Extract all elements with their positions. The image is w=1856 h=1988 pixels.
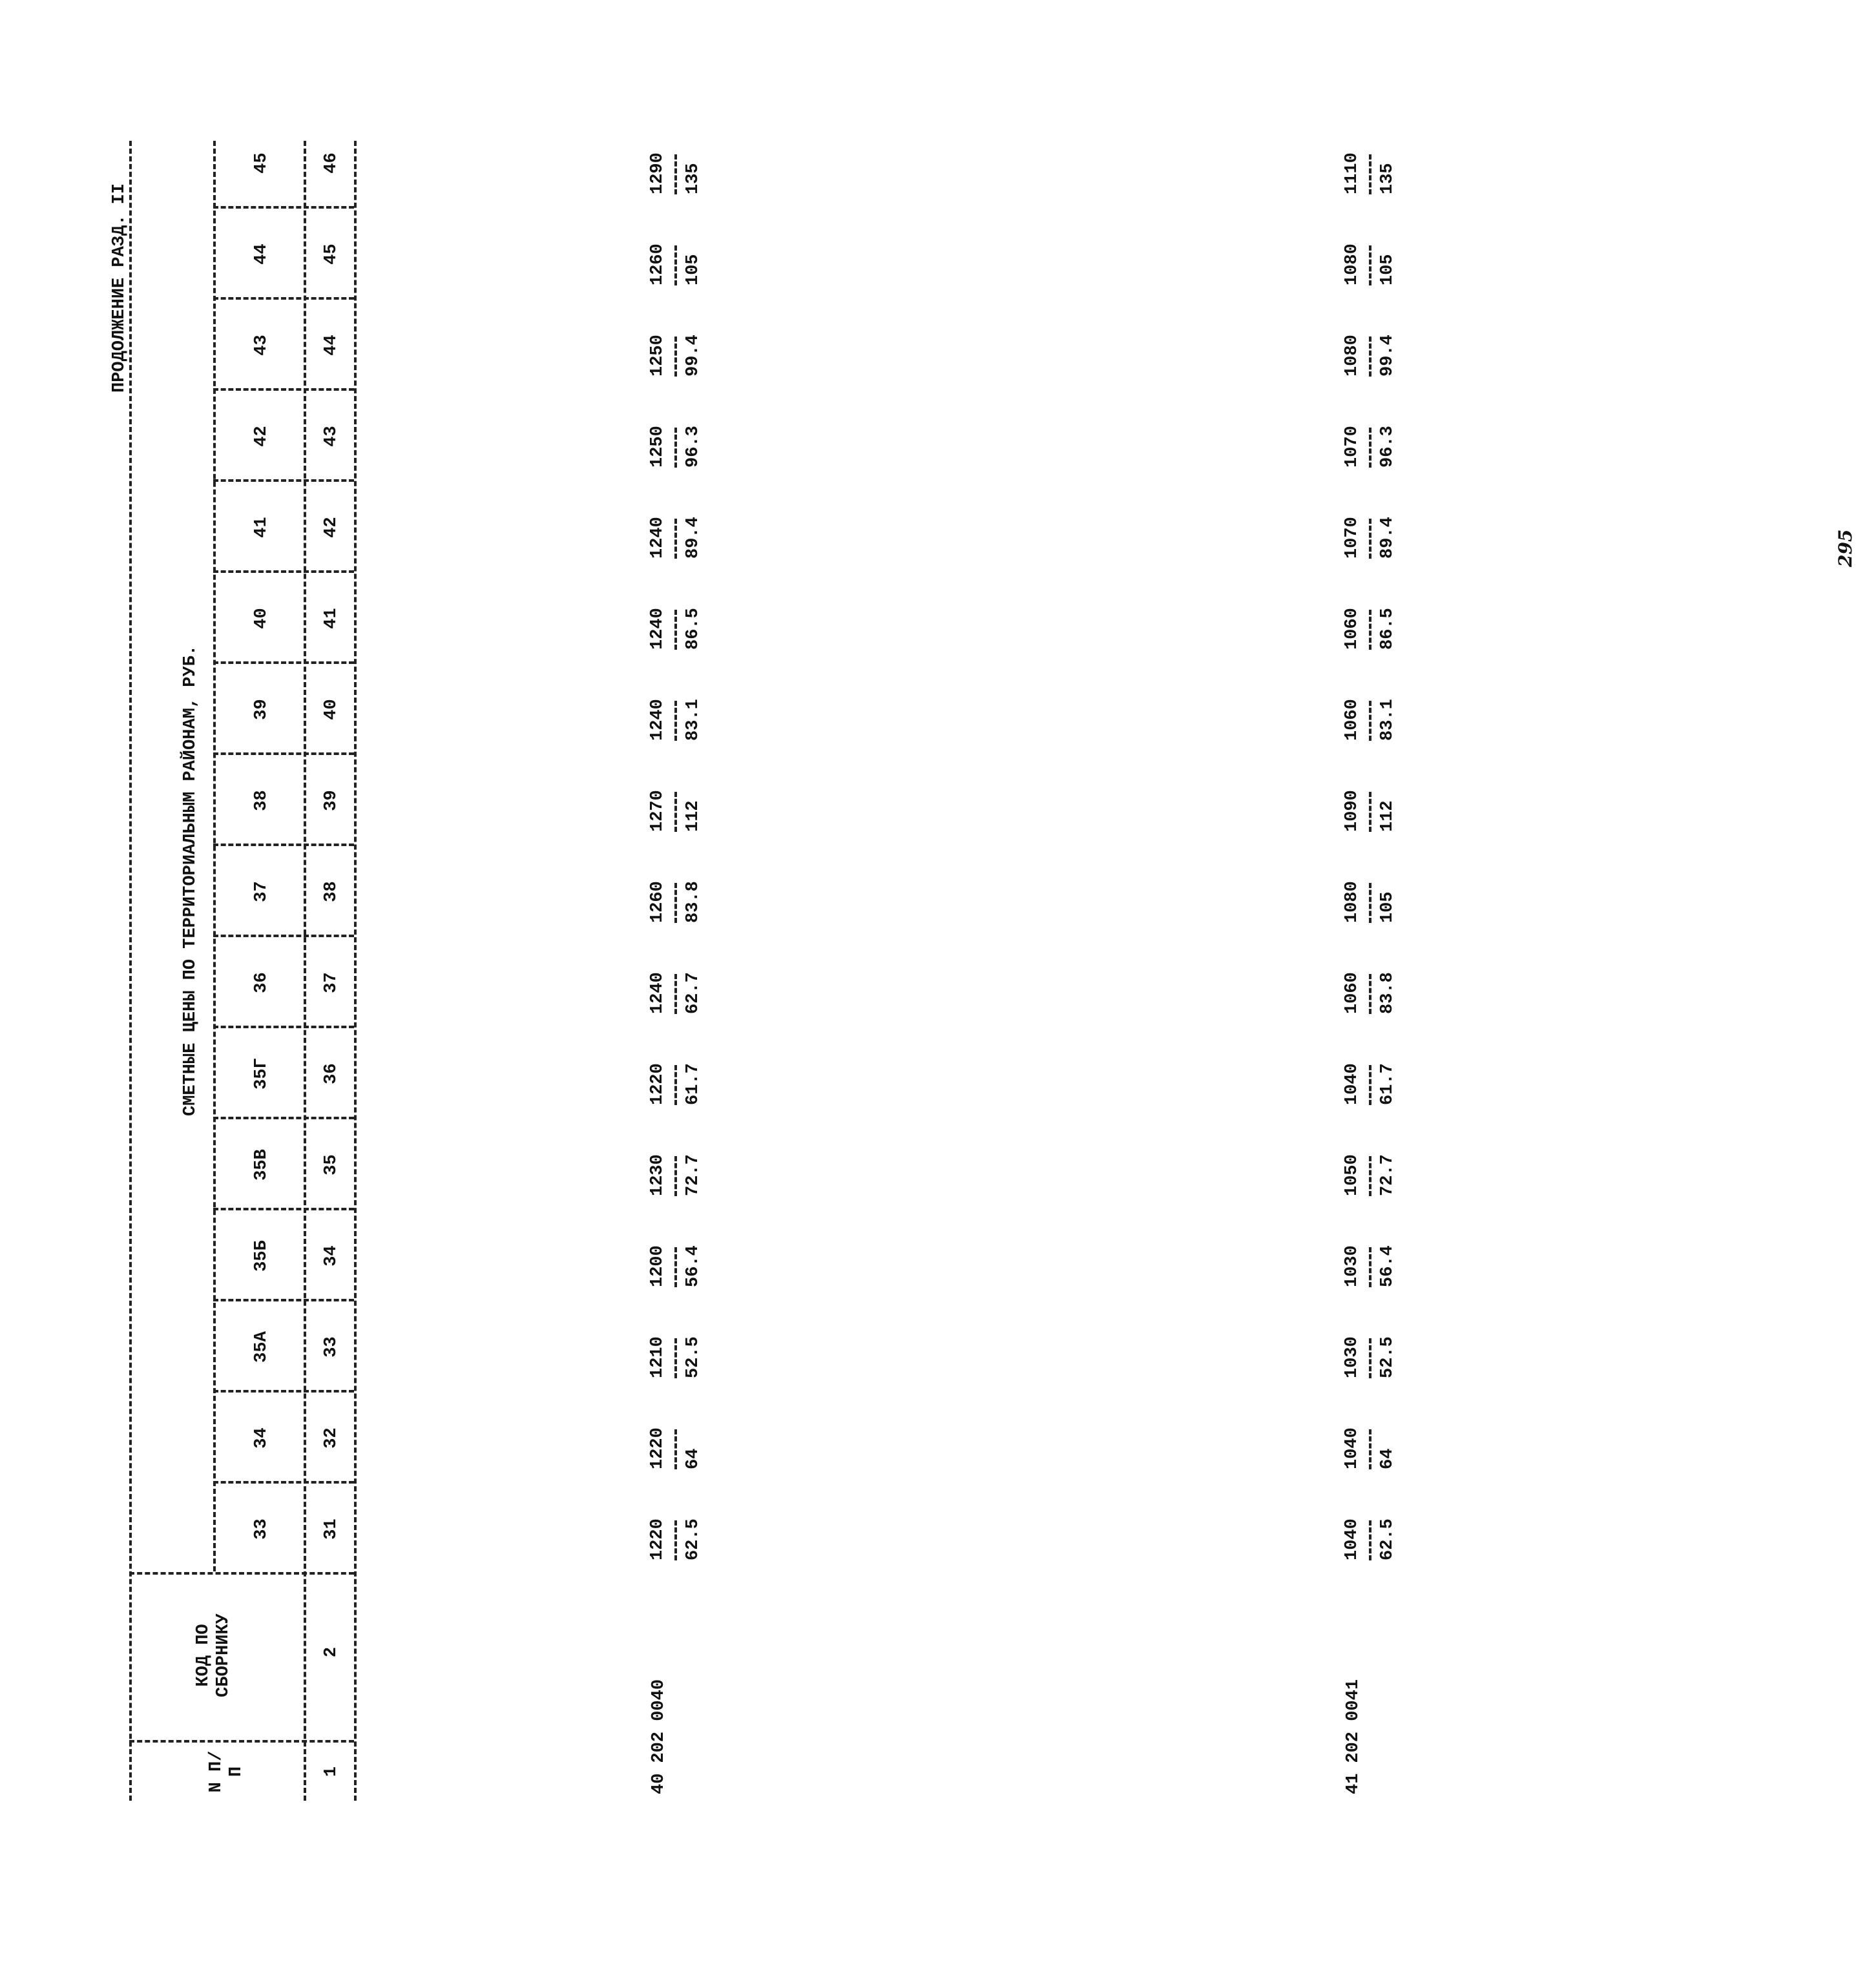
price-fraction [1344, 579, 1397, 650]
region-header-cell: 34 [252, 1427, 271, 1449]
rule-region-7 [213, 935, 354, 937]
fraction-bar [674, 792, 677, 832]
fraction-bar [1369, 701, 1371, 741]
price-top: 1070 [1342, 517, 1362, 559]
group-title: СМЕТНЫЕ ЦЕНЫ ПО ТЕРРИТОРИАЛЬНЫМ РАЙОНАМ, РУБ. [181, 645, 200, 1116]
price-fraction [649, 1489, 702, 1560]
column-number-cell: 36 [322, 1063, 341, 1084]
price-bottom: 135 [683, 163, 703, 194]
fraction-bar [674, 883, 677, 923]
fraction-bar [674, 701, 677, 741]
region-header-cell: 40 [252, 608, 271, 629]
column-number-cell: 2 [322, 1646, 341, 1658]
price-top: 1030 [1342, 1336, 1362, 1378]
column-number-cell: 35 [322, 1154, 341, 1175]
price-fraction [649, 1216, 702, 1287]
price-top: 1260 [648, 881, 667, 923]
colnum-bottom-rule [354, 141, 357, 1801]
price-bottom: 105 [1378, 254, 1397, 285]
price-top: 1220 [648, 1427, 667, 1469]
price-fraction [1344, 305, 1397, 377]
fraction-bar [674, 428, 677, 468]
rule-region-4 [213, 1208, 354, 1210]
rule-region-15 [213, 206, 354, 209]
table-top-rule [129, 141, 132, 1801]
rule-region-8 [213, 844, 354, 846]
rule-region-11 [213, 570, 354, 573]
price-top: 1260 [648, 243, 667, 285]
price-bottom: 64 [1378, 1448, 1397, 1469]
price-top: 1080 [1342, 243, 1362, 285]
price-fraction [649, 579, 702, 650]
fraction-bar [1369, 337, 1371, 377]
price-fraction [649, 214, 702, 285]
price-bottom: 52.5 [683, 1336, 703, 1378]
price-fraction [1344, 943, 1397, 1014]
column-number-cell: 39 [322, 790, 341, 811]
price-fraction [1344, 1125, 1397, 1196]
price-top: 1220 [648, 1063, 667, 1105]
price-bottom: 89.4 [1378, 517, 1397, 559]
region-header-cell: 35В [252, 1149, 271, 1181]
fraction-bar [1369, 974, 1371, 1014]
price-fraction [1344, 852, 1397, 923]
price-bottom: 112 [1378, 800, 1397, 832]
region-header-cell: 43 [252, 335, 271, 356]
fraction-bar [1369, 1520, 1371, 1560]
price-top: 1070 [1342, 426, 1362, 468]
rule-region-1 [213, 1481, 354, 1484]
column-number-cell: 43 [322, 426, 341, 447]
fraction-bar [674, 1429, 677, 1469]
rule-region-12 [213, 479, 354, 482]
fraction-bar [1369, 1429, 1371, 1469]
fraction-bar [1369, 154, 1371, 194]
column-number-cell: 42 [322, 517, 341, 538]
column-number-cell: 34 [322, 1245, 341, 1267]
column-number-cell: 37 [322, 972, 341, 993]
price-top: 1240 [648, 517, 667, 559]
fraction-bar [674, 337, 677, 377]
rule-region-2 [213, 1390, 354, 1393]
column-number-cell: 33 [322, 1336, 341, 1358]
column-number-cell: 1 [322, 1766, 341, 1777]
header-code: КОД ПО СБОРНИКУ [194, 1613, 234, 1697]
column-number-cell: 45 [322, 243, 341, 265]
fraction-bar [674, 1338, 677, 1378]
region-header-cell: 37 [252, 881, 271, 902]
price-fraction [1344, 1398, 1397, 1469]
fraction-bar [1369, 428, 1371, 468]
rule-region-6 [213, 1026, 354, 1028]
price-top: 1030 [1342, 1245, 1362, 1287]
rule-region-5 [213, 1117, 354, 1119]
fraction-bar [1369, 1156, 1371, 1196]
column-number-cell: 46 [322, 152, 341, 174]
price-bottom: 83.1 [683, 699, 703, 741]
rotated-price-sheet: ПРОДОЛЖЕНИЕ РАЗД. II N П/П КОД ПО СБОРНИКУ СМЕТНЫЕ ЦЕНЫ ПО ТЕРРИТОРИАЛЬНЫМ РАЙОНАМ, РУБ. 33 34 35А 35Б 35В 35Г 36 37 38 39 40 41 42 43 44 45 1 2 31 32 33 34 35 36 37 38 39 40 41 42 43 44 45 46 40202 0040 1220 62.5 1220 64 1210 52.5 1200 56.4 1230 72.7 1220 61.7 1240 62.7 1260 83.8 1270 112 1240 83.1 1240 86.5 1240 89.4 1250 96.3 1250 99.4 1260 105 1290 135 41202 0041 1040 62.5 1040 64 1030 52.5 1030 56.4 1050 72.7 1040 61.7 1060 83.8 1080 105 1090 112 1060 83.1 1060 86.5 1070 89.4 1070 96.3 1080 99.4 1080 105 1110 135 295 [0, 0, 1561, 1988]
price-bottom: 89.4 [683, 517, 703, 559]
price-fraction [1344, 123, 1397, 194]
fraction-bar [1369, 1247, 1371, 1287]
price-bottom: 72.7 [1378, 1154, 1397, 1196]
price-top: 1060 [1342, 699, 1362, 741]
fraction-bar [1369, 792, 1371, 832]
rule-region-10 [213, 661, 354, 664]
price-fraction [649, 488, 702, 559]
price-bottom: 83.8 [683, 881, 703, 923]
price-fraction [649, 1307, 702, 1378]
row-code-value: 202 0041 [1344, 1679, 1363, 1763]
price-top: 1240 [648, 972, 667, 1014]
price-bottom: 99.4 [1378, 335, 1397, 377]
price-fraction [649, 761, 702, 832]
rule-region-9 [213, 752, 354, 755]
price-top: 1090 [1342, 790, 1362, 832]
price-fraction [649, 943, 702, 1014]
price-top: 1290 [648, 152, 667, 194]
price-fraction [1344, 1489, 1397, 1560]
price-fraction [649, 305, 702, 377]
price-top: 1040 [1342, 1518, 1362, 1560]
price-bottom: 105 [683, 254, 703, 285]
column-number-cell: 44 [322, 335, 341, 356]
price-bottom: 62.7 [683, 972, 703, 1014]
price-bottom: 86.5 [683, 608, 703, 650]
row-number: 41 [1344, 1773, 1363, 1794]
region-header-cell: 33 [252, 1518, 271, 1540]
price-top: 1220 [648, 1518, 667, 1560]
region-header-cell: 35Б [252, 1240, 271, 1272]
fraction-bar [674, 1065, 677, 1105]
fraction-bar [1369, 519, 1371, 559]
price-bottom: 56.4 [1378, 1245, 1397, 1287]
price-top: 1200 [648, 1245, 667, 1287]
price-bottom: 105 [1378, 891, 1397, 923]
region-header-cell: 45 [252, 152, 271, 174]
price-fraction [1344, 488, 1397, 559]
price-bottom: 52.5 [1378, 1336, 1397, 1378]
price-fraction [649, 397, 702, 468]
region-header-cell: 38 [252, 790, 271, 811]
fraction-bar [674, 610, 677, 650]
fraction-bar [1369, 1065, 1371, 1105]
price-bottom: 72.7 [683, 1154, 703, 1196]
price-top: 1110 [1342, 152, 1362, 194]
price-bottom: 112 [683, 800, 703, 832]
price-bottom: 135 [1378, 163, 1397, 194]
fraction-bar [674, 1520, 677, 1560]
group-underline [213, 141, 216, 1571]
fraction-bar [674, 1247, 677, 1287]
price-bottom: 99.4 [683, 335, 703, 377]
price-top: 1250 [648, 426, 667, 468]
price-top: 1040 [1342, 1063, 1362, 1105]
price-bottom: 62.5 [683, 1518, 703, 1560]
price-bottom: 64 [683, 1448, 703, 1469]
column-number-cell: 41 [322, 608, 341, 629]
rule-after-num [129, 1740, 354, 1743]
price-fraction [1344, 1216, 1397, 1287]
region-header-cell: 35А [252, 1331, 271, 1363]
row-number: 40 [649, 1773, 669, 1794]
price-fraction [649, 1398, 702, 1469]
price-bottom: 56.4 [683, 1245, 703, 1287]
region-header-cell: 44 [252, 243, 271, 265]
price-fraction [1344, 761, 1397, 832]
price-fraction [649, 1034, 702, 1105]
price-top: 1240 [648, 699, 667, 741]
price-fraction [1344, 397, 1397, 468]
price-bottom: 86.5 [1378, 608, 1397, 650]
price-top: 1040 [1342, 1427, 1362, 1469]
price-bottom: 96.3 [1378, 426, 1397, 468]
price-bottom: 96.3 [683, 426, 703, 468]
price-top: 1060 [1342, 972, 1362, 1014]
price-fraction [1344, 1307, 1397, 1378]
price-fraction [649, 1125, 702, 1196]
price-fraction [1344, 214, 1397, 285]
price-bottom: 83.8 [1378, 972, 1397, 1014]
rule-region-14 [213, 297, 354, 300]
column-number-cell: 40 [322, 699, 341, 720]
rule-after-code [129, 1572, 354, 1575]
price-fraction [649, 852, 702, 923]
fraction-bar [674, 1156, 677, 1196]
region-header-cell: 35Г [252, 1058, 271, 1090]
fraction-bar [674, 519, 677, 559]
price-fraction [649, 123, 702, 194]
header-num: N П/П [207, 1750, 247, 1793]
row-code [649, 1679, 669, 1794]
rule-region-13 [213, 388, 354, 391]
row-code [1344, 1679, 1363, 1794]
price-fraction [649, 670, 702, 741]
region-header-cell: 36 [252, 972, 271, 993]
row-code-value: 202 0040 [649, 1679, 669, 1763]
fraction-bar [1369, 1338, 1371, 1378]
page-number: 295 [1835, 529, 1856, 567]
price-fraction [1344, 1034, 1397, 1105]
region-header-cell: 41 [252, 517, 271, 538]
price-bottom: 62.5 [1378, 1518, 1397, 1560]
price-top: 1230 [648, 1154, 667, 1196]
price-top: 1080 [1342, 335, 1362, 377]
fraction-bar [674, 245, 677, 285]
fraction-bar [674, 154, 677, 194]
price-top: 1240 [648, 608, 667, 650]
region-header-cell: 42 [252, 426, 271, 447]
price-bottom: 61.7 [1378, 1063, 1397, 1105]
region-header-cell: 39 [252, 699, 271, 720]
price-top: 1210 [648, 1336, 667, 1378]
price-top: 1080 [1342, 881, 1362, 923]
fraction-bar [674, 974, 677, 1014]
price-bottom: 61.7 [683, 1063, 703, 1105]
price-top: 1060 [1342, 608, 1362, 650]
price-top: 1050 [1342, 1154, 1362, 1196]
price-fraction [1344, 670, 1397, 741]
column-number-cell: 32 [322, 1427, 341, 1449]
price-top: 1270 [648, 790, 667, 832]
column-number-cell: 31 [322, 1518, 341, 1540]
column-number-cell: 38 [322, 881, 341, 902]
fraction-bar [1369, 883, 1371, 923]
rule-region-3 [213, 1299, 354, 1301]
fraction-bar [1369, 610, 1371, 650]
fraction-bar [1369, 245, 1371, 285]
price-bottom: 83.1 [1378, 699, 1397, 741]
price-top: 1250 [648, 335, 667, 377]
